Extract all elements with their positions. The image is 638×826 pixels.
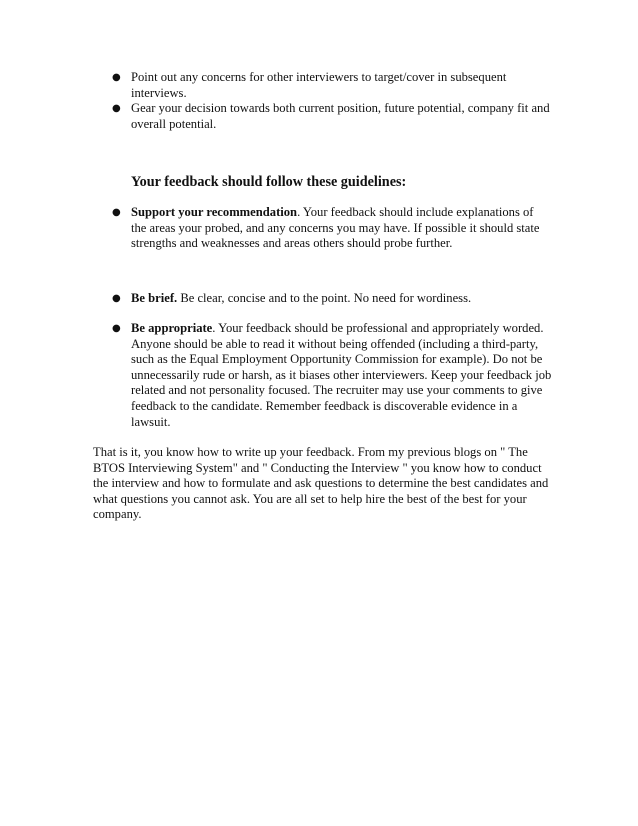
bullet-icon: ●	[112, 103, 121, 115]
guideline-item	[112, 291, 552, 307]
bullet-text: Point out any concerns for other interviewers to target/cover in subsequent interviews.	[131, 70, 507, 100]
list-item	[112, 101, 552, 132]
bullet-icon: ●	[112, 323, 121, 334]
bullet-icon: ●	[112, 207, 121, 218]
bullet-text: Gear your decision towards both current position, future potential, company fit and overall potential.	[131, 101, 550, 131]
guideline-body: Be clear, concise and to the point. No need for wordiness.	[177, 291, 472, 305]
guideline-lead: Be appropriate	[131, 321, 213, 335]
guideline-list	[112, 291, 552, 307]
guideline-lead: Support your recommendation	[131, 205, 298, 219]
guideline-list	[112, 205, 552, 252]
bullet-icon: ●	[112, 293, 121, 304]
closing-paragraph: That is it, you know how to write up your feedback. From my previous blogs on " The BTOS Interviewing System" and " Conducting the Interview " you know how to conduct the interview and how to formulate and ask questions to determine the best candidates and what questions you cannot ask. You are all set to help hire the best of the best for your company.	[93, 445, 549, 522]
top-bullet-list	[112, 70, 552, 132]
guideline-lead: Be brief.	[131, 291, 178, 305]
list-item	[112, 70, 552, 101]
bullet-icon: ●	[112, 72, 121, 83]
guideline-item	[112, 321, 552, 430]
guideline-body: . Your feedback should be professional and appropriately worded. Anyone should be able to read it without being offended (including a third-party, such as the Equal Employment Opportunity Commission for example). Do not be unnecessarily rude or harsh, as it biases other interviewers. Keep your feedback job related and not personality focused. The recruiter may use your comments to give feedback to the candidate. Remember feedback is discoverable evidence in a lawsuit.	[131, 321, 552, 429]
guideline-item	[112, 205, 552, 252]
guideline-body: . Your feedback should include explanations of the areas your probed, and any concerns you may have. If possible it should state strengths and weaknesses and areas others should probe further.	[131, 205, 540, 251]
section-heading: Your feedback should follow these guidelines:	[131, 174, 407, 190]
guideline-list	[112, 321, 552, 430]
